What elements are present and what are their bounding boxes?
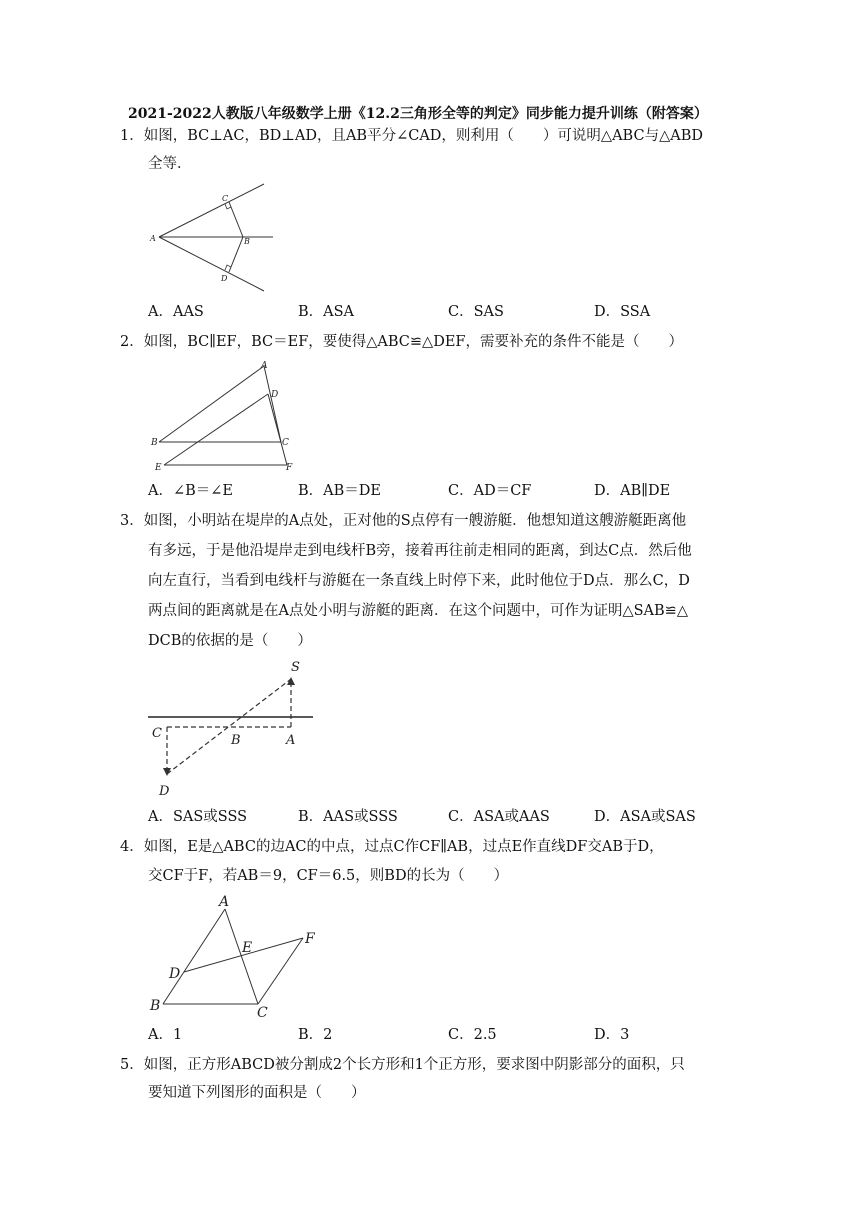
q2-option-d: D．AB∥DE — [594, 483, 671, 499]
q2-label-b: B — [151, 438, 158, 448]
q3-label-b: B — [231, 733, 241, 748]
q2-label-a: A — [261, 361, 268, 371]
q3-label-c: C — [152, 726, 162, 741]
q4-stem-line2: 交CF于F，若AB＝9，CF＝6.5，则BD的长为（ ） — [148, 868, 509, 884]
q3-stem-line2: 有多远，于是他沿堤岸走到电线杆B旁，接着再往前走相同的距离，到达C点．然后他 — [148, 543, 692, 559]
q3-stem-line1: 3．如图，小明站在堤岸的A点处，正对他的S点停有一艘游艇．他想知道这艘游艇距离他 — [120, 513, 687, 529]
q3-option-b: B．AAS或SSS — [298, 809, 398, 825]
q3-stem-line4: 两点间的距离就是在A点处小明与游艇的距离．在这个问题中，可作为证明△SAB≌△ — [148, 603, 688, 619]
q3-label-d: D — [159, 784, 170, 799]
q4-option-a: A．1 — [148, 1027, 183, 1043]
q4-label-a: A — [219, 894, 230, 910]
q4-option-d: D．3 — [594, 1027, 630, 1043]
q2-option-c: C．AD＝CF — [448, 483, 532, 499]
q4-figure — [148, 892, 323, 1020]
q3-stem-line3: 向左直行，当看到电线杆与游艇在一条直线上时停下来，此时他位于D点．那么C，D — [148, 573, 690, 589]
q5-stem-line1: 5．如图，正方形ABCD被分割成2个长方形和1个正方形，要求图中阴影部分的面积，只 — [120, 1057, 685, 1073]
q2-option-a: A．∠B＝∠E — [148, 483, 234, 499]
q4-option-b: B．2 — [298, 1027, 333, 1043]
q3-label-s: S — [291, 660, 300, 675]
q3-label-a: A — [286, 733, 296, 748]
q3-figure — [145, 655, 320, 800]
q5-stem-line2: 要知道下列图形的面积是（ ） — [148, 1085, 366, 1101]
q4-label-e: E — [242, 940, 253, 956]
q2-figure — [148, 358, 298, 474]
q4-label-c: C — [257, 1005, 268, 1020]
page-title: 2021-2022人教版八年级数学上册《12.2三角形全等的判定》同步能力提升训练（附答案） — [128, 106, 708, 122]
q1-option-c: C．SAS — [448, 304, 504, 320]
q4-label-b: B — [150, 998, 161, 1014]
q4-label-f: F — [305, 931, 315, 947]
q2-label-c: C — [282, 438, 289, 448]
q3-option-a: A．SAS或SSS — [148, 809, 248, 825]
q2-label-e: E — [155, 463, 162, 473]
q3-option-d: D．ASA或SAS — [594, 809, 696, 825]
q1-option-b: B．ASA — [298, 304, 355, 320]
q1-label-b: B — [244, 237, 250, 246]
q2-label-d: D — [271, 390, 279, 400]
q3-stem-line5: DCB的依据的是（ ） — [148, 633, 312, 649]
q1-option-d: D．SSA — [594, 304, 651, 320]
q3-option-c: C．ASA或AAS — [448, 809, 550, 825]
q4-option-c: C．2.5 — [448, 1027, 497, 1043]
q2-option-b: B．AB＝DE — [298, 483, 381, 499]
q1-label-a: A — [150, 234, 156, 243]
q1-label-c: C — [222, 194, 229, 203]
q2-label-f: F — [286, 463, 293, 473]
q1-stem-line1: 1．如图，BC⊥AC，BD⊥AD，且AB平分∠CAD，则利用（ ）可说明△ABC与△ABD — [120, 128, 703, 144]
q4-stem-line1: 4．如图，E是△ABC的边AC的中点，过点C作CF∥AB，过点E作直线DF交AB于D， — [120, 839, 664, 855]
q2-stem: 2．如图，BC∥EF，BC＝EF，要使得△ABC≌△DEF，需要补充的条件不能是（ ） — [120, 334, 683, 350]
q1-stem-line2: 全等． — [148, 156, 192, 172]
q1-figure — [145, 180, 275, 295]
q1-label-d: D — [221, 274, 228, 283]
q1-option-a: A．AAS — [148, 304, 204, 320]
q4-label-d: D — [169, 966, 181, 982]
